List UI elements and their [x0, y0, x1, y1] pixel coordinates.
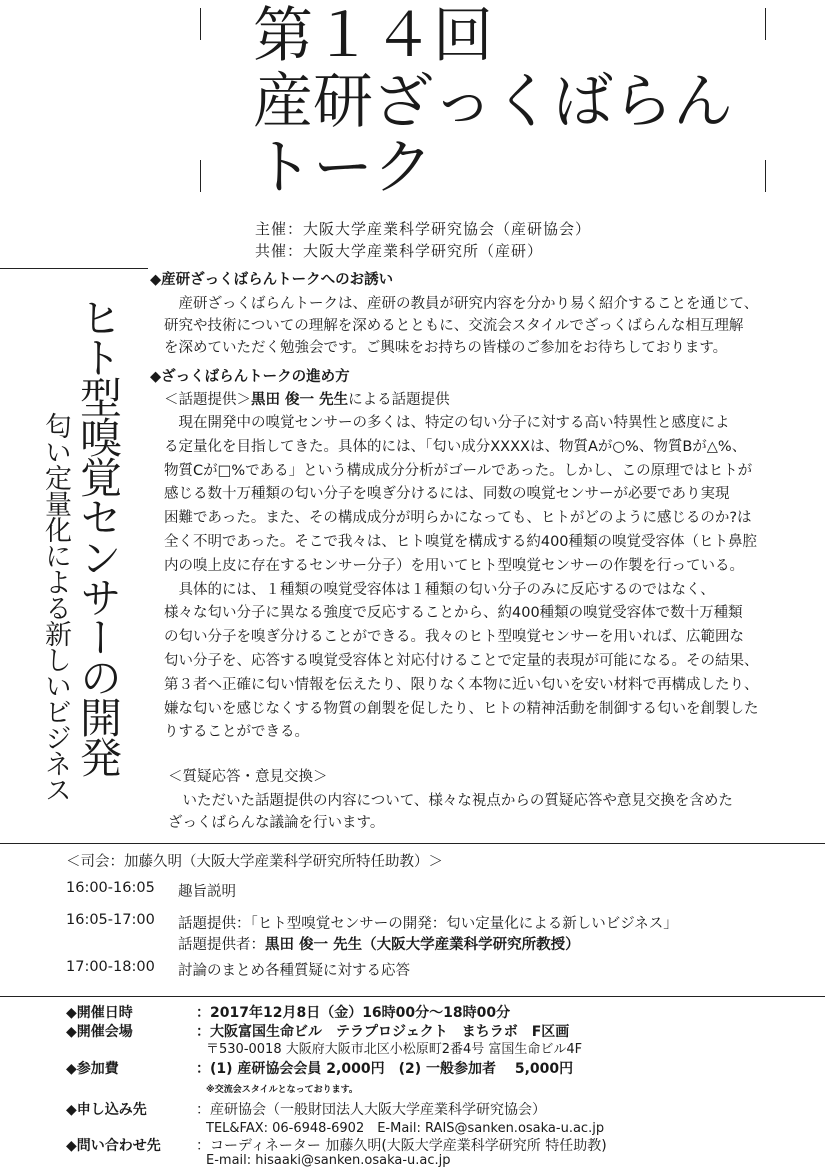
- method-line: 現在開発中の嗅覚センサーの多くは、特定の匂い分子に対する高い特異性と感度によ: [164, 415, 730, 431]
- qa-line: いただいた話題提供の内容について、様々な視点からの質疑応答や意見交換を含めた: [168, 793, 733, 809]
- info-divider: [0, 996, 825, 997]
- topic-speaker: 黒田 俊一 先生: [251, 392, 349, 408]
- method-line: 匂い分子を、応答する嗅覚受容体と対応付けることで定量的表現が可能になる。その結果、: [164, 652, 759, 669]
- method-line: 第３者へ正確に匂い情報を伝えたり、限りなく本物に近い匂いを安い材料で再構成したり、: [164, 676, 759, 693]
- fee-note: ※交流会スタイルとなっております。: [206, 1085, 358, 1095]
- method-line: 全く不明であった。そこで我々は、ヒト嗅覚を構成する約400種類の嗅覚受容体（ヒト鼻腔: [164, 533, 758, 550]
- invite-line: 研究や技術についての理解を深めるとともに、交流会スタイルでざっくばらんな相互理解: [164, 318, 744, 334]
- host-line: 主催：大阪大学産業科学研究協会（産研協会）: [255, 220, 592, 238]
- qa-body: [168, 790, 798, 834]
- method-line: 感じる数十万種類の匂い分子を嗅ぎ分けるには、同数の嗅覚センサーが必要であり実現: [164, 486, 730, 503]
- venue-label: ◆開催会場: [66, 1024, 133, 1040]
- vertical-subtitle: 匂い定量化による新しいビジネス: [40, 412, 71, 802]
- method-line: 物質Cが□%である」という構成成分分析がゴールであった。しかし、この原理ではヒトが: [164, 462, 753, 479]
- venue-address: 〒530-0018 大阪府大阪市北区小松原町2番4号 富国生命ビル4F: [206, 1042, 583, 1057]
- fee-label: ◆参加費: [66, 1061, 119, 1077]
- title-bracket-bottom-left: [200, 160, 201, 192]
- title-line-1: 第１４回: [253, 1, 493, 71]
- qa-line: ざっくばらんな議論を行います。: [168, 815, 385, 831]
- inquiry-value: ：コーディネーター 加藤久明(大阪大学産業科学研究所 特任助教): [196, 1138, 607, 1154]
- method-line: りすることができる。: [164, 724, 309, 741]
- schedule-time: 16:00-16:05: [66, 880, 155, 896]
- method-line: 様々な匂い分子に異なる強度で反応することから、約400種類の嗅覚受容体で数十万種類: [164, 605, 743, 622]
- topic-suffix: による話題提供: [348, 392, 450, 408]
- invite-body: [164, 293, 804, 359]
- moderator-line: ＜司会：加藤久明（大阪大学産業科学研究所特任助教）＞: [66, 854, 443, 870]
- apply-value: ：産研協会（一般財団法人大阪大学産業科学研究協会）: [196, 1102, 546, 1118]
- schedule-desc: 話題提供：「ヒト型嗅覚センサーの開発：匂い定量化による新しいビジネス」: [178, 916, 678, 932]
- method-line: 内の嗅上皮に存在するセンサー分子）を用いてヒト型嗅覚センサーの作製を行っている。: [164, 557, 744, 574]
- title-bracket-top-left: [200, 8, 201, 40]
- topic-line: [164, 389, 450, 411]
- method-line: る定量化を目指してきた。具体的には、「匂い成分XXXXは、物質Aが○%、物質Bが△%、: [164, 438, 747, 455]
- schedule-desc: 討論のまとめ各種質疑に対する応答: [178, 963, 410, 979]
- schedule-divider-top: [0, 843, 825, 844]
- qa-heading: ＜質疑応答・意見交換＞: [168, 769, 328, 785]
- speaker-line: [178, 933, 580, 954]
- schedule-desc: 趣旨説明: [178, 884, 236, 900]
- method-line: の匂い分子を嗅ぎ分けることができる。我々のヒト型嗅覚センサーを用いれば、広範囲な: [164, 629, 744, 646]
- title-line-3: トーク: [253, 133, 433, 203]
- title-line-2: 産研ざっくばらん: [253, 67, 733, 137]
- schedule-time: 16:05-17:00: [66, 912, 155, 928]
- method-heading: ◆ざっくばらんトークの進め方: [150, 369, 350, 385]
- vertical-main-title: ヒト型嗅覚センサーの開発: [74, 296, 123, 776]
- method-line: 嫌な匂いを感じなくする物質の創製を促したり、ヒトの精神活動を制御する匂いを創製した: [164, 700, 759, 717]
- invite-heading: ◆産研ざっくばらんトークへのお誘い: [150, 272, 394, 288]
- title-bracket-bottom-right: [765, 160, 766, 192]
- apply-label: ◆申し込み先: [66, 1102, 147, 1118]
- method-body: [164, 412, 804, 745]
- method-line: 具体的には、１種類の嗅覚受容体は１種類の匂い分子のみに反応するのではなく、: [164, 581, 715, 598]
- speaker-label: 話題提供者：: [178, 937, 265, 953]
- datetime-label: ◆開催日時: [66, 1005, 133, 1021]
- schedule-time: 17:00-18:00: [66, 959, 155, 975]
- speaker-value: 黒田 俊一 先生（大阪大学産業科学研究所教授）: [265, 937, 580, 953]
- venue-value: ：大阪富国生命ビル テラプロジェクト まちラボ F区画: [196, 1024, 570, 1040]
- fee-value: ：(1) 産研協会会員 2,000円 (2) 一般参加者 5,000円: [196, 1061, 574, 1077]
- title-bracket-top-right: [765, 8, 766, 40]
- datetime-value: ：2017年12月8日（金）16時00分～18時00分: [196, 1005, 511, 1021]
- cohost-line: 共催：大阪大学産業科学研究所（産研）: [255, 242, 544, 260]
- topic-prefix: ＜話題提供＞: [164, 392, 251, 408]
- method-line: 困難であった。また、その構成成分が明らかになっても、ヒトがどのように感じるのか?は: [164, 510, 752, 527]
- apply-contact: TEL&FAX: 06-6948-6902 E-Mail: RAIS@sanken.osaka-u.ac.jp: [206, 1121, 605, 1136]
- inquiry-label: ◆問い合わせ先: [66, 1138, 161, 1154]
- invite-line: 産研ざっくばらんトークは、産研の教員が研究内容を分かり易く紹介することを通じて、: [164, 296, 759, 312]
- inquiry-email: E-mail: hisaaki@sanken.osaka-u.ac.jp: [206, 1153, 451, 1168]
- invite-line: を深めていただく勉強会です。ご興味をお持ちの皆様のご参加をお待ちしております。: [164, 340, 728, 356]
- left-divider: [0, 268, 148, 269]
